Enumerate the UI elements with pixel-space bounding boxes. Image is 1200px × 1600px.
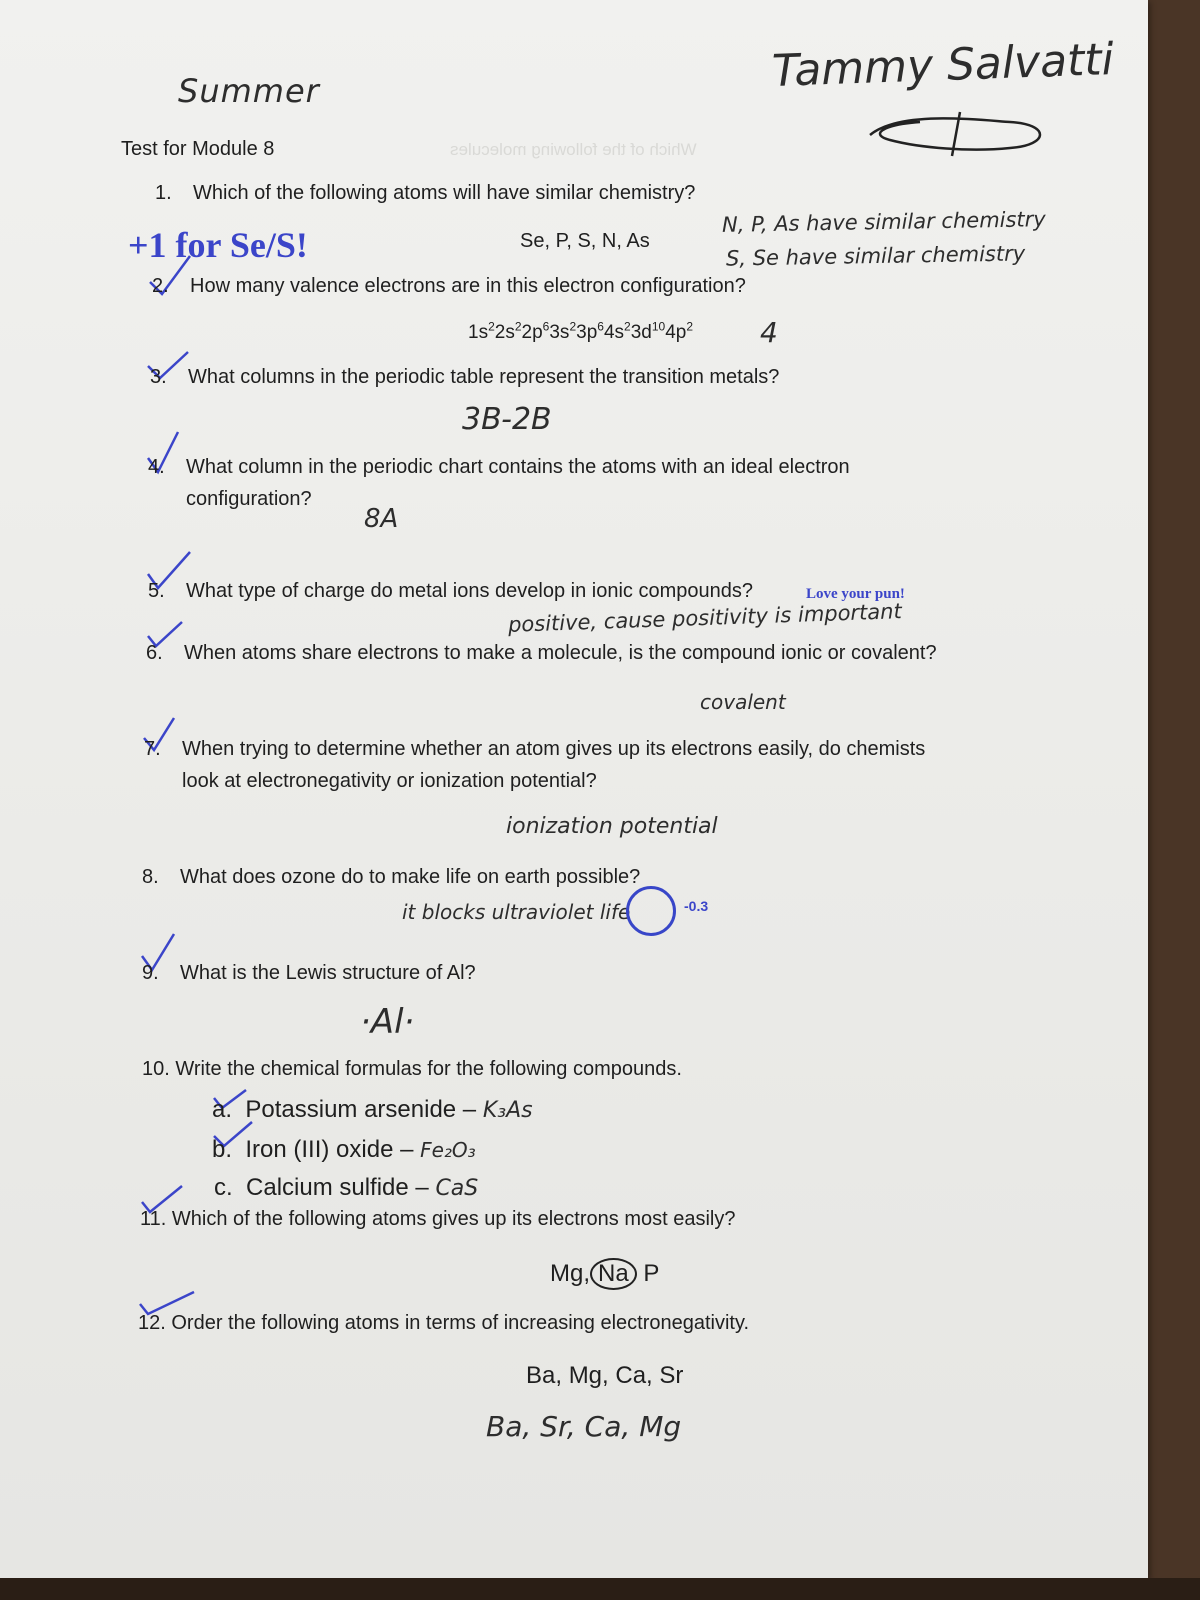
q2-answer: 4 [760, 316, 778, 349]
question-11: 11. Which of the following atoms gives up its electrons most easily? [140, 1208, 736, 1230]
signature: Tammy Salvatti [771, 34, 1115, 97]
q12-options: Ba, Mg, Ca, Sr [526, 1362, 684, 1389]
faint-bleedthrough-text: Which of the following molecules [450, 140, 697, 159]
question-3: 3. What columns in the periodic table represent the transition metals? [150, 366, 780, 388]
table-surface [0, 1578, 1200, 1600]
student-name: Summer [178, 72, 320, 110]
deduction-circle [626, 886, 676, 936]
question-4: 4. What column in the periodic chart contains the atoms with an ideal electron [148, 456, 850, 478]
q1-answer-line1: N, P, As have similar chemistry [721, 207, 1046, 237]
question-6: 6. When atoms share electrons to make a molecule, is the compound ionic or covalent? [146, 642, 937, 664]
question-9: 9. What is the Lewis structure of Al? [142, 962, 476, 984]
q6-answer: covalent [700, 690, 786, 714]
q10-item-b: b. Iron (III) oxide – Fe₂O₃ [212, 1136, 476, 1163]
q11-options: Mg, Na P [550, 1258, 659, 1290]
question-1: 1. Which of the following atoms will have similar chemistry? [155, 182, 696, 204]
q10-item-c: c. Calcium sulfide – CaS [214, 1174, 479, 1201]
q5-answer: positive, cause positivity is important [507, 599, 903, 637]
q9-answer: ·Al· [360, 1002, 415, 1042]
q1-answer-line2: S, Se have similar chemistry [725, 241, 1026, 271]
question-4-line2: configuration? [186, 488, 312, 510]
q8-answer: it blocks ultraviolet life [402, 900, 631, 924]
q1-options: Se, P, S, N, As [520, 230, 650, 252]
question-8: 8. What does ozone do to make life on earth possible? [142, 866, 641, 888]
pun-comment: Love your pun! [806, 586, 905, 602]
q7-answer: ionization potential [506, 814, 718, 839]
question-7: 7. When trying to determine whether an atom gives up its electrons easily, do chemists [144, 738, 926, 760]
question-7-line2: look at electronegativity or ionization potential? [182, 770, 597, 792]
electron-configuration: $1s^22s^22p^63s^23p^64s^23d^{10}4p^2$ [468, 319, 694, 343]
test-title: Test for Module 8 [121, 138, 275, 160]
q3-answer: 3B-2B [462, 402, 552, 437]
signature-flourish [860, 100, 1060, 160]
question-10: 10. Write the chemical formulas for the following compounds. [142, 1058, 682, 1080]
bonus-comment: +1 for Se/S! [128, 225, 308, 265]
circled-answer: Na [590, 1258, 637, 1290]
q12-answer: Ba, Sr, Ca, Mg [486, 1410, 682, 1443]
q4-answer: 8A [364, 504, 399, 534]
q10-item-a: a. Potassium arsenide – K₃As [212, 1096, 533, 1123]
question-2: 2. How many valence electrons are in this electron configuration? [152, 275, 746, 297]
question-12: 12. Order the following atoms in terms of increasing electronegativity. [138, 1312, 750, 1334]
deduction-note: -0.3 [684, 898, 709, 914]
question-5: 5. What type of charge do metal ions develop in ionic compounds? [148, 580, 754, 602]
